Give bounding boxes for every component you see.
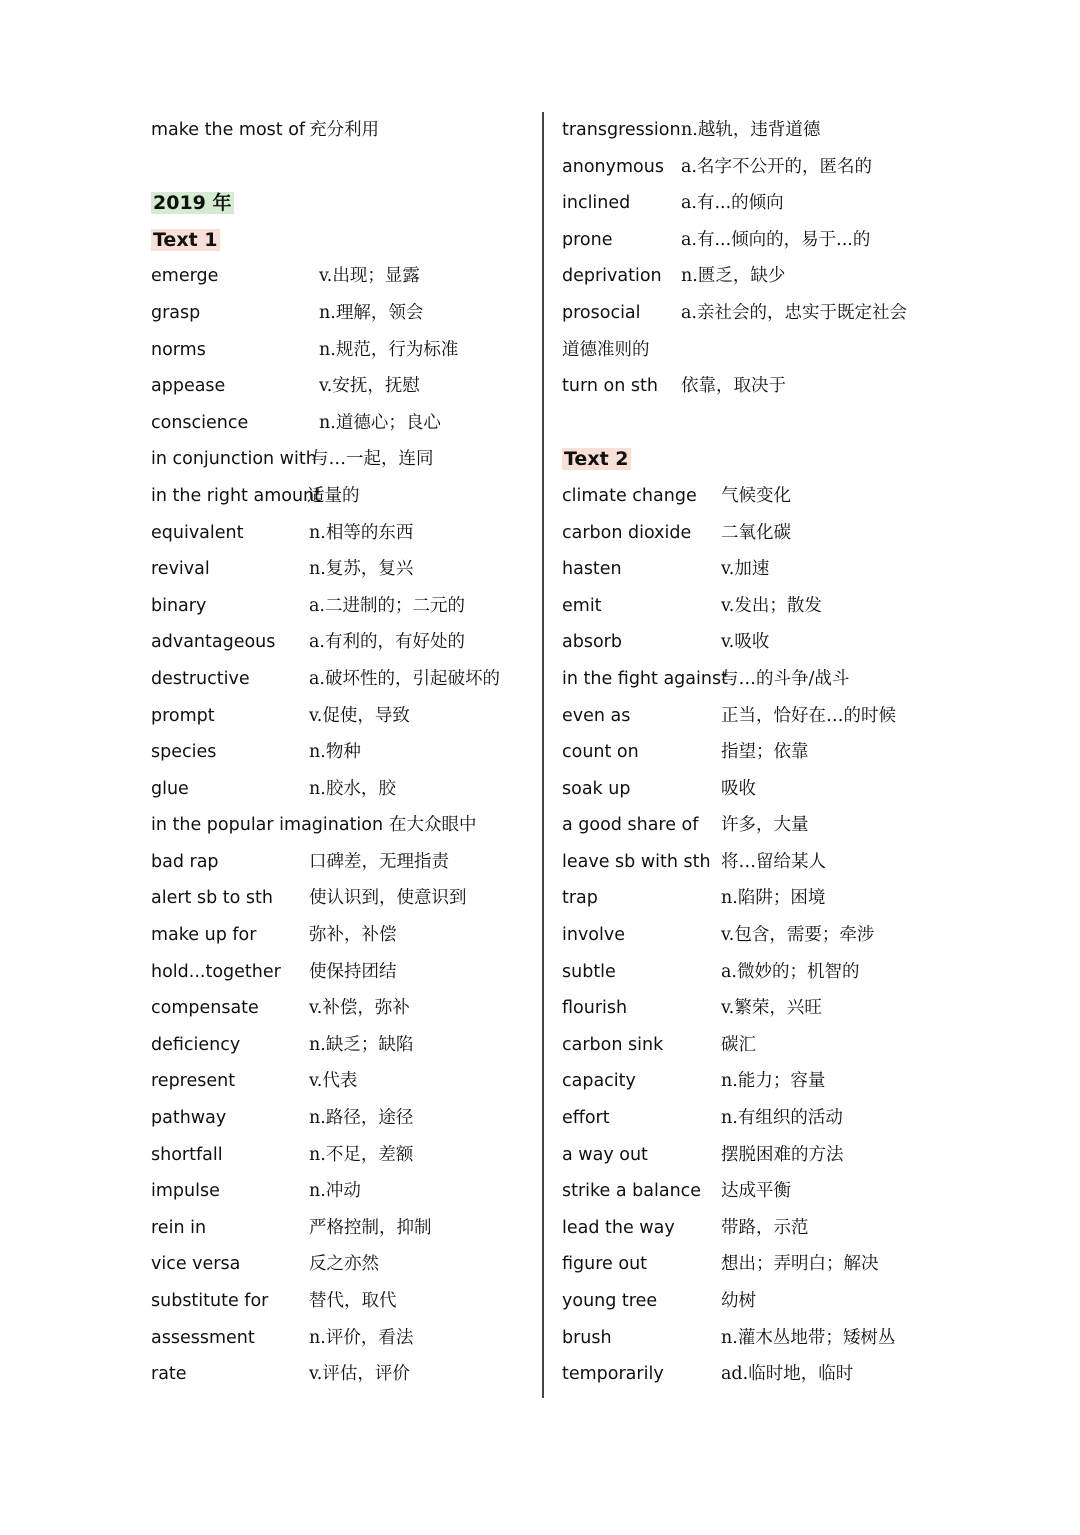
vocab-row — [562, 185, 942, 222]
vocab-row — [562, 1100, 942, 1137]
vocab-definition: n.理解，领会 — [319, 302, 424, 323]
vocab-definition: v.繁荣，兴旺 — [721, 998, 822, 1019]
vocab-definition: n.缺乏；缺陷 — [309, 1034, 414, 1055]
vocab-row — [562, 588, 942, 625]
vocab-definition: v.评估，评价 — [309, 1364, 410, 1385]
vocab-row — [151, 478, 531, 515]
vocab-term: trap — [562, 888, 598, 909]
vocab-definition: 反之亦然 — [309, 1254, 379, 1275]
vocab-term: anonymous — [562, 156, 664, 177]
vocab-row — [151, 1283, 531, 1320]
vocab-term: carbon sink — [562, 1034, 664, 1055]
vocab-definition: n.相等的东西 — [309, 522, 414, 543]
vocab-definition: 严格控制，抑制 — [309, 1217, 432, 1238]
vocab-definition: 与…一起，连同 — [311, 449, 434, 470]
vocab-row — [151, 368, 531, 405]
year-heading — [151, 185, 531, 222]
vocab-term: absorb — [562, 632, 622, 653]
vocab-term: vice versa — [151, 1254, 241, 1275]
vocab-term: a way out — [562, 1144, 648, 1165]
vocab-row — [562, 1283, 942, 1320]
vocab-term: in the right amount — [151, 485, 322, 506]
vocab-definition: n.能力；容量 — [721, 1071, 826, 1092]
vocab-definition: n.规范，行为标准 — [319, 339, 459, 360]
vocab-row — [562, 844, 942, 881]
vocab-row — [151, 624, 531, 661]
vocab-row — [151, 698, 531, 735]
vocab-term: leave sb with sth — [562, 851, 711, 872]
vocab-term: advantageous — [151, 632, 276, 653]
vocab-definition: 弥补，补偿 — [309, 925, 397, 946]
vocab-definition: n.越轨，违背道德 — [681, 120, 821, 140]
vocab-row — [151, 1356, 531, 1393]
vocab-definition: n.灌木丛地带；矮树丛 — [721, 1327, 896, 1348]
vocab-term: prompt — [151, 705, 215, 726]
vocab-term: brush — [562, 1327, 612, 1348]
vocab-definition: ad.临时地，临时 — [721, 1364, 854, 1385]
vocab-definition: 想出；弄明白；解决 — [721, 1254, 879, 1275]
vocab-definition: n.物种 — [309, 742, 361, 763]
vocab-definition: a.微妙的；机智的 — [721, 961, 860, 982]
vocab-row — [562, 222, 942, 259]
vocab-definition: 指望；依靠 — [721, 742, 809, 763]
vocab-definition: a.有...倾向的，易于...的 — [681, 229, 871, 250]
vocab-definition: 在大众眼中 — [389, 815, 477, 836]
vocab-term: conscience — [151, 412, 249, 433]
vocab-definition: 依靠，取决于 — [681, 376, 786, 397]
right-column — [562, 112, 942, 1393]
vocab-definition: n.路径，途径 — [309, 1108, 414, 1129]
vocab-row — [151, 295, 531, 332]
vocab-term: bad rap — [151, 851, 219, 872]
vocab-term: flourish — [562, 998, 628, 1019]
vocab-term: deprivation — [562, 266, 662, 287]
vocab-row — [151, 441, 531, 478]
vocab-definition: v.吸收 — [721, 632, 770, 653]
vocab-row — [562, 478, 942, 515]
vocab-term: subtle — [562, 961, 616, 982]
vocab-term: figure out — [562, 1254, 648, 1275]
vocab-definition: n.陷阱；困境 — [721, 888, 826, 909]
vocab-row — [151, 1027, 531, 1064]
vocab-definition: v.安抚，抚慰 — [319, 376, 420, 397]
vocab-row — [562, 954, 942, 991]
vocab-definition: 幼树 — [721, 1291, 756, 1311]
vocab-definition: 替代，取代 — [309, 1291, 397, 1311]
vocab-term: binary — [151, 595, 207, 616]
vocab-definition: n.有组织的活动 — [721, 1108, 843, 1129]
vocab-term: grasp — [151, 302, 201, 323]
vocab-row — [562, 990, 942, 1027]
left-column — [151, 112, 531, 1393]
vocab-row — [151, 917, 531, 954]
vocab-row — [151, 771, 531, 808]
vocab-row — [562, 515, 942, 552]
vocab-row — [151, 551, 531, 588]
vocab-row — [151, 880, 531, 917]
text1-heading-text: Text 1 — [153, 228, 218, 251]
vocab-row — [562, 1320, 942, 1357]
vocab-definition: 碳汇 — [721, 1034, 756, 1055]
vocab-row — [562, 112, 942, 149]
vocab-definition: v.代表 — [309, 1071, 358, 1092]
vocab-row — [151, 990, 531, 1027]
vocab-row — [151, 1210, 531, 1247]
year-heading-text: 2019 年 — [153, 192, 232, 215]
vocab-row — [562, 551, 942, 588]
vocab-row — [562, 734, 942, 771]
vocab-term: deficiency — [151, 1034, 241, 1055]
vocab-row — [562, 1027, 942, 1064]
vocab-term: prone — [562, 229, 613, 250]
vocab-term: soak up — [562, 778, 631, 799]
vocab-term: strike a balance — [562, 1181, 702, 1202]
vocab-row — [151, 954, 531, 991]
vocab-row — [562, 1063, 942, 1100]
vocab-row — [562, 295, 942, 332]
vocab-row — [151, 1137, 531, 1174]
vocab-row — [562, 1356, 942, 1393]
vocab-definition: n.胶水，胶 — [309, 778, 396, 799]
vocab-definition: 吸收 — [721, 778, 756, 799]
vocab-term: appease — [151, 376, 226, 397]
vocab-row-continuation — [562, 332, 942, 369]
text1-vocab-list — [151, 258, 531, 1392]
vocab-term: in the popular imagination — [151, 815, 384, 836]
vocab-row — [151, 1100, 531, 1137]
vocab-row — [562, 880, 942, 917]
vocab-term: count on — [562, 742, 639, 763]
vocab-definition: a.破坏性的，引起破坏的 — [309, 668, 500, 689]
vocab-row — [151, 844, 531, 881]
vocab-term: carbon dioxide — [562, 522, 692, 543]
vocab-definition: n.匮乏，缺少 — [681, 266, 786, 287]
vocab-definition: a.有...的倾向 — [681, 193, 784, 214]
vocab-row — [151, 405, 531, 442]
vocab-definition: 许多，大量 — [721, 815, 809, 836]
vocab-term: involve — [562, 925, 626, 946]
vocab-row — [562, 917, 942, 954]
vocab-definition: 充分利用 — [309, 120, 379, 140]
vocab-term: impulse — [151, 1181, 220, 1202]
vocab-term: pathway — [151, 1108, 227, 1129]
vocab-term: rein in — [151, 1217, 207, 1238]
vocab-term: transgression — [562, 120, 681, 140]
vocab-term: species — [151, 742, 217, 763]
vocab-definition: a.亲社会的，忠实于既定社会 — [681, 302, 907, 323]
vocab-term: emerge — [151, 266, 219, 287]
vocab-row — [562, 624, 942, 661]
vocab-definition: v.包含，需要；牵涉 — [721, 925, 875, 946]
vocab-definition: a.二进制的；二元的 — [309, 595, 465, 616]
vocab-definition: 口碑差，无理指责 — [309, 851, 449, 872]
vocab-term: effort — [562, 1108, 610, 1129]
vocab-definition: n.评价，看法 — [309, 1327, 414, 1348]
vocab-term: lead the way — [562, 1217, 675, 1238]
vocab-term: turn on sth — [562, 376, 658, 397]
vocab-row — [562, 258, 942, 295]
vocab-definition: v.出现；显露 — [319, 266, 420, 287]
text1-heading — [151, 222, 531, 259]
vocab-definition: 使认识到，使意识到 — [309, 888, 467, 909]
vocab-definition: 气候变化 — [721, 485, 791, 506]
vocab-term: shortfall — [151, 1144, 223, 1165]
vocab-term: young tree — [562, 1291, 658, 1311]
vocab-definition: 将…留给某人 — [721, 851, 826, 872]
vocab-term: emit — [562, 595, 602, 616]
spacer — [151, 149, 531, 186]
vocab-row — [151, 1173, 531, 1210]
vocab-term: equivalent — [151, 522, 244, 543]
vocab-definition: n.冲动 — [309, 1181, 361, 1202]
vocab-definition: 二氧化碳 — [721, 522, 791, 543]
vocab-definition: a.有利的，有好处的 — [309, 632, 465, 653]
vocab-term: in conjunction with — [151, 449, 317, 470]
vocab-term: revival — [151, 559, 210, 580]
vocab-term: rate — [151, 1364, 187, 1385]
vocab-definition: n.不足，差额 — [309, 1144, 414, 1165]
vocab-definition: 与…的斗争/战斗 — [721, 668, 850, 689]
vocab-term: alert sb to sth — [151, 888, 273, 909]
vocab-term: temporarily — [562, 1364, 664, 1385]
vocab-row — [562, 1137, 942, 1174]
vocab-term: a good share of — [562, 815, 699, 836]
vocab-term: assessment — [151, 1327, 255, 1348]
text2-vocab-list — [562, 478, 942, 1393]
vocab-row — [151, 332, 531, 369]
spacer — [562, 405, 942, 442]
vocab-row — [151, 258, 531, 295]
vocab-term: substitute for — [151, 1291, 269, 1311]
column-divider — [542, 112, 544, 1398]
vocab-definition: n.道德心；良心 — [319, 412, 441, 433]
vocab-row — [151, 588, 531, 625]
vocab-row — [151, 112, 531, 149]
vocab-definition: 带路，示范 — [721, 1217, 809, 1238]
vocab-row — [562, 368, 942, 405]
vocab-term: norms — [151, 339, 206, 360]
vocab-definition: n.复苏，复兴 — [309, 559, 414, 580]
vocab-term: even as — [562, 705, 631, 726]
text2-heading — [562, 441, 942, 478]
vocab-definition-continuation: 道德准则的 — [562, 339, 650, 360]
vocab-definition: 正当，恰好在…的时候 — [721, 705, 896, 726]
vocab-row — [151, 807, 531, 844]
vocab-term: hold...together — [151, 961, 281, 982]
text2-heading-text: Text 2 — [564, 448, 629, 471]
text1-vocab-continued-list — [562, 112, 942, 332]
vocab-term: glue — [151, 778, 189, 799]
vocab-term: destructive — [151, 668, 250, 689]
vocab-definition: v.补偿，弥补 — [309, 998, 410, 1019]
vocab-row — [151, 1063, 531, 1100]
vocab-term: capacity — [562, 1071, 636, 1092]
vocab-row — [562, 807, 942, 844]
vocab-row — [151, 1246, 531, 1283]
vocab-row — [562, 771, 942, 808]
vocab-definition: v.发出；散发 — [721, 595, 822, 616]
vocab-definition: 达成平衡 — [721, 1181, 791, 1202]
vocab-term: compensate — [151, 998, 259, 1019]
vocab-row — [562, 698, 942, 735]
vocab-row — [151, 515, 531, 552]
vocab-row — [562, 149, 942, 186]
vocab-row — [562, 1246, 942, 1283]
vocab-row — [151, 734, 531, 771]
vocab-term: climate change — [562, 485, 697, 506]
vocab-term: make up for — [151, 925, 257, 946]
vocab-term: prosocial — [562, 302, 641, 323]
vocab-definition: 摆脱困难的方法 — [721, 1144, 844, 1165]
vocab-definition: v.促使，导致 — [309, 705, 410, 726]
vocab-term: inclined — [562, 193, 631, 214]
vocab-definition: a.名字不公开的，匿名的 — [681, 156, 872, 177]
vocab-definition: v.加速 — [721, 559, 770, 580]
vocab-term: in the fight against — [562, 668, 728, 689]
vocab-row — [562, 1173, 942, 1210]
vocab-row — [151, 661, 531, 698]
vocab-definition: 使保持团结 — [309, 961, 397, 982]
vocab-term: represent — [151, 1071, 236, 1092]
vocab-term: hasten — [562, 559, 622, 580]
vocab-row — [151, 1320, 531, 1357]
vocab-row — [562, 1210, 942, 1247]
vocab-row — [562, 661, 942, 698]
vocab-term: make the most of — [151, 120, 306, 140]
vocab-definition: 适量的 — [307, 485, 360, 506]
